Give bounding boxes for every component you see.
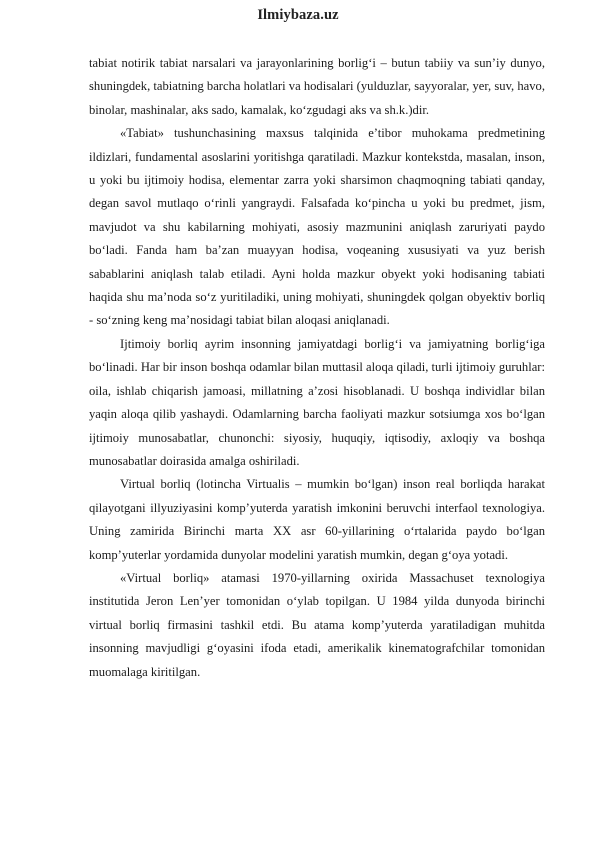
paragraph-virtual-reality: Virtual borliq (lotincha Virtualis – mumkin bo‘lgan) inson real borliqda harakat qilayotgani illyuziyasini komp’yuterda yaratish imkonini beruvchi interfaol texnologiya. Uning zamirida Birinchi marta XX asr 60-yillarining o‘rtalarida paydo bo‘lgan komp’yuterlar yordamida dunyolar modelini yaratish mumkin, degan g‘oya yotadi.: [89, 477, 545, 562]
paragraph-nature-continuation: tabiat notirik tabiat narsalari va jarayonlarining borlig‘i – butun tabiiy va sun’iy dunyo, shuningdek, tabiatning barcha holatlari va hodisalari (yulduzlar, sayyoralar, yer, suv, havo, binolar, mashinalar, aks sado, kamalak, ko‘zgudagi aks va sh.k.)dir.: [89, 56, 545, 117]
paragraph-social-being: Ijtimoiy borliq ayrim insonning jamiyatdagi borlig‘i va jamiyatning borlig‘iga bo‘linadi. Har bir inson boshqa odamlar bilan muttasil aloqa qiladi, turli ijtimoiy guruhlar: oila, ishlab chiqarish jamoasi, millatning a’zosi hisoblanadi. U boshqa individlar bilan yaqin aloqa qilib yashaydi. Odamlarning barcha faoliyati mazkur sotsiumga xos bo‘lgan ijtimoiy munosabatlar, chunonchi: siyosiy, huquqiy, iqtisodiy, axloqiy va boshqa munosabatlar doirasida amalga oshiriladi.: [89, 336, 545, 468]
site-title: Ilmiybaza.uz: [257, 7, 339, 23]
paragraph-virtual-reality-history: «Virtual borliq» atamasi 1970-yillarning oxirida Massachuset texnologiya institutida Jeron Len’yer tomonidan o‘ylab topilgan. U 1984 yilda dunyoda birinchi virtual borliq firmasini tashkil etdi. Bu atama komp’yuterda yaratiladigan muhitda insonning mavjudligi g‘oyasini ifoda etadi, amerikalik kinematografchilar tomonidan muomalaga kiritilgan.: [89, 570, 545, 679]
paragraph-nature-interpretation: «Tabiat» tushunchasining maxsus talqinida e’tibor muhokama predmetining ildizlari, fundamental asoslarini yoritishga qaratiladi. Mazkur kontekstda, masalan, inson, u yoki bu ijtimoiy hodisa, elementar zarra yoki sharsimon chaqmoqning tabiati qanday, degan savol mutlaqo o‘rinli yangraydi. Falsafada ko‘pincha u yoki bu predmet, jism, mavjudot va shu kabilarning mohiyati, asosiy mazmunini aniqlash zaruriyati paydo bo‘ladi. Fanda ham ba’zan muayyan hodisa, voqeaning xususiyati va yuz berish sabablarini aniqlash talab etiladi. Ayni holda mazkur obyekt yoki hodisaning tabiati haqida shu ma’noda so‘z yuritiladiki, uning mohiyati, shuningdek qolgan obyektiv borliq - so‘zning keng ma’nosidagi tabiat bilan aloqasi aniqlanadi.: [89, 126, 545, 328]
document-body: [89, 52, 545, 684]
